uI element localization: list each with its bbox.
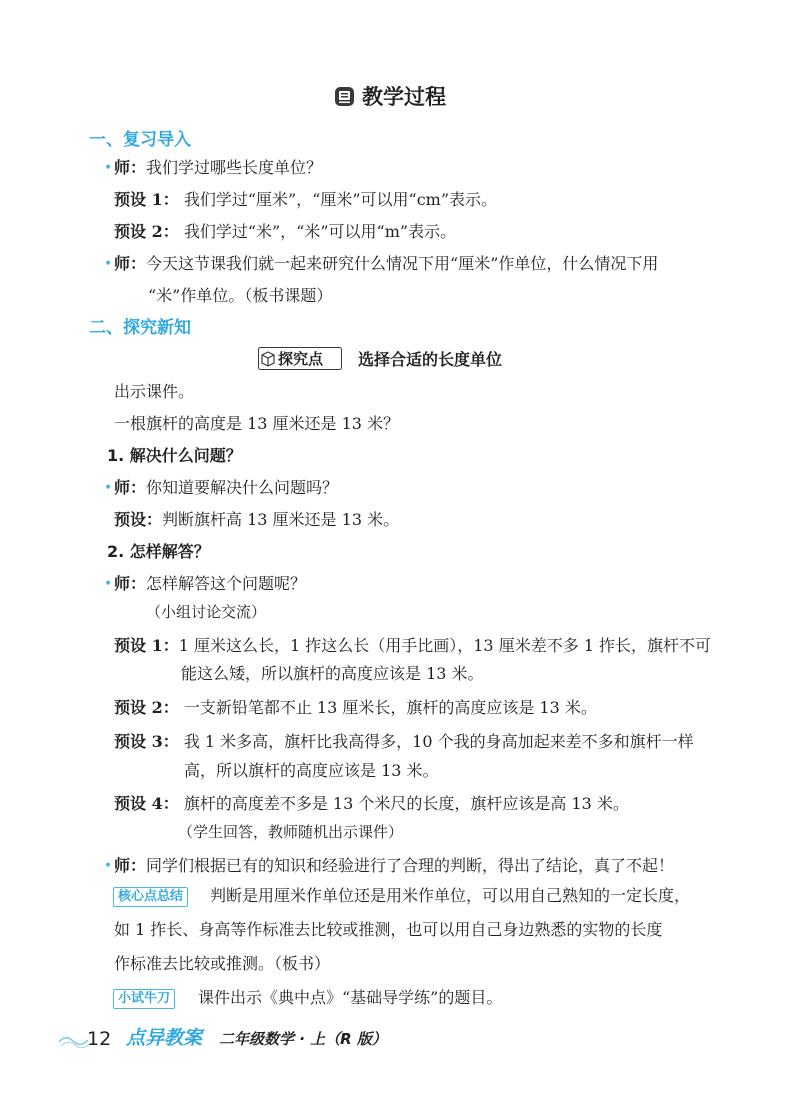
teacher-prefix: 师：: [114, 478, 147, 497]
preset-label: 预设 2：: [114, 222, 179, 241]
preset-text: 我们学过“厘米”，“厘米”可以用“cm”表示。: [183, 190, 498, 209]
bullet-dot: •: [104, 480, 113, 496]
answer-text: 1 厘米这么长，1 拃这么长（用手比画），13 厘米差不多 1 拃长，旗杆不可: [178, 636, 712, 655]
teacher-line-review-q2-cont: “米”作单位。（板书课题）: [148, 286, 333, 305]
teacher-text: 同学们根据已有的知识和经验进行了合理的判断，得出了结论，真了不起！: [146, 856, 675, 875]
preset-text: 判断旗杆高 13 厘米还是 13 米。: [162, 510, 400, 529]
teacher-text: 今天这节课我们就一起来研究什么情况下用“厘米”作单位，什么情况下用: [146, 254, 659, 273]
teacher-prefix: 师：: [114, 574, 147, 593]
preset-line-2: [114, 221, 456, 243]
text-line: 出示课件。: [114, 382, 195, 401]
core-line-1: 判断是用厘米作单位还是用米作单位，可以用自己熟知的一定长度，: [210, 886, 691, 905]
bullet-dot: •: [104, 256, 113, 272]
section-heading-review: 一、复习导入: [89, 130, 191, 150]
preset-text: 我们学过“米”，“米”可以用“m”表示。: [183, 222, 457, 241]
text-line: 一根旗杆的高度是 13 厘米还是 13 米？: [114, 414, 400, 433]
teacher-prefix: 师：: [114, 158, 147, 177]
teacher-text: 你知道要解决什么问题吗？: [146, 478, 339, 497]
teacher-line-explore-3: [114, 855, 674, 877]
explore-title: 选择合适的长度单位: [358, 350, 503, 369]
answer-line-4: [114, 793, 629, 815]
footer-subtitle: 二年级数学 · 上（R 版）: [219, 1030, 387, 1048]
teacher-prefix: 师：: [114, 254, 147, 273]
group-note: （小组讨论交流）: [146, 603, 267, 621]
preset-label: 预设 1：: [114, 190, 179, 209]
bullet-dot: •: [104, 858, 113, 874]
teacher-line-review-q1: [114, 157, 322, 179]
preset-label: 预设 2：: [114, 698, 179, 717]
try-tag: 小试牛刀: [113, 989, 175, 1009]
preset-line-explore: [114, 509, 399, 531]
page-title: 教学过程: [362, 85, 446, 109]
teacher-line-explore-2: [114, 573, 306, 595]
teacher-prefix: 师：: [114, 856, 147, 875]
answer-line-2: [114, 697, 597, 719]
answer-line-3: [114, 731, 694, 753]
bullet-dot: •: [104, 576, 113, 592]
preset-label: 预设 3：: [114, 732, 179, 751]
preset-label: 预设 1：: [114, 636, 179, 655]
answer-text: 我 1 米多高，旗杆比我高得多，10 个我的身高加起来差不多和旗杆一样: [183, 732, 694, 751]
explore-label: 探究点: [278, 350, 324, 368]
try-line: 课件出示《典中点》“基础导学练”的题目。: [198, 988, 503, 1007]
teacher-text: 怎样解答这个问题呢？: [146, 574, 307, 593]
answer-text: 旗杆的高度差不多是 13 个米尺的长度，旗杆应该是高 13 米。: [183, 794, 629, 813]
core-summary-tag: 核心点总结: [113, 887, 188, 907]
page-number: 12: [87, 1028, 112, 1050]
teacher-line-review-q2: [114, 253, 658, 275]
answer-line-1: [114, 635, 711, 657]
cube-icon: [262, 352, 274, 366]
brand-logo: 点异教案: [126, 1027, 203, 1049]
step-heading-1: 1. 解决什么问题？: [107, 446, 242, 465]
answer-text: 一支新铅笔都不止 13 厘米长，旗杆的高度应该是 13 米。: [183, 698, 597, 717]
preset-label: 预设 4：: [114, 794, 179, 813]
teacher-text: 我们学过哪些长度单位？: [146, 158, 323, 177]
bullet-dot: •: [104, 160, 113, 176]
core-line-2: 如 1 拃长、身高等作标准去比较或推测，也可以用自己身边熟悉的实物的长度: [114, 920, 663, 939]
section-heading-explore: 二、探究新知: [89, 318, 191, 338]
preset-label: 预设：: [114, 510, 163, 529]
preset-line-1: [114, 189, 497, 211]
core-line-3: 作标准去比较或推测。（板书）: [114, 954, 331, 973]
wave-icon: [58, 1030, 90, 1048]
answer-line-3-cont: 高，所以旗杆的高度应该是 13 米。: [184, 761, 439, 780]
teacher-line-explore-1: [114, 477, 338, 499]
chalkboard-icon: [334, 86, 355, 107]
answer-note: （学生回答，教师随机出示课件）: [178, 823, 404, 841]
step-heading-2: 2. 怎样解答？: [107, 542, 210, 561]
answer-line-1-cont: 能这么矮，所以旗杆的高度应该是 13 米。: [181, 664, 484, 683]
